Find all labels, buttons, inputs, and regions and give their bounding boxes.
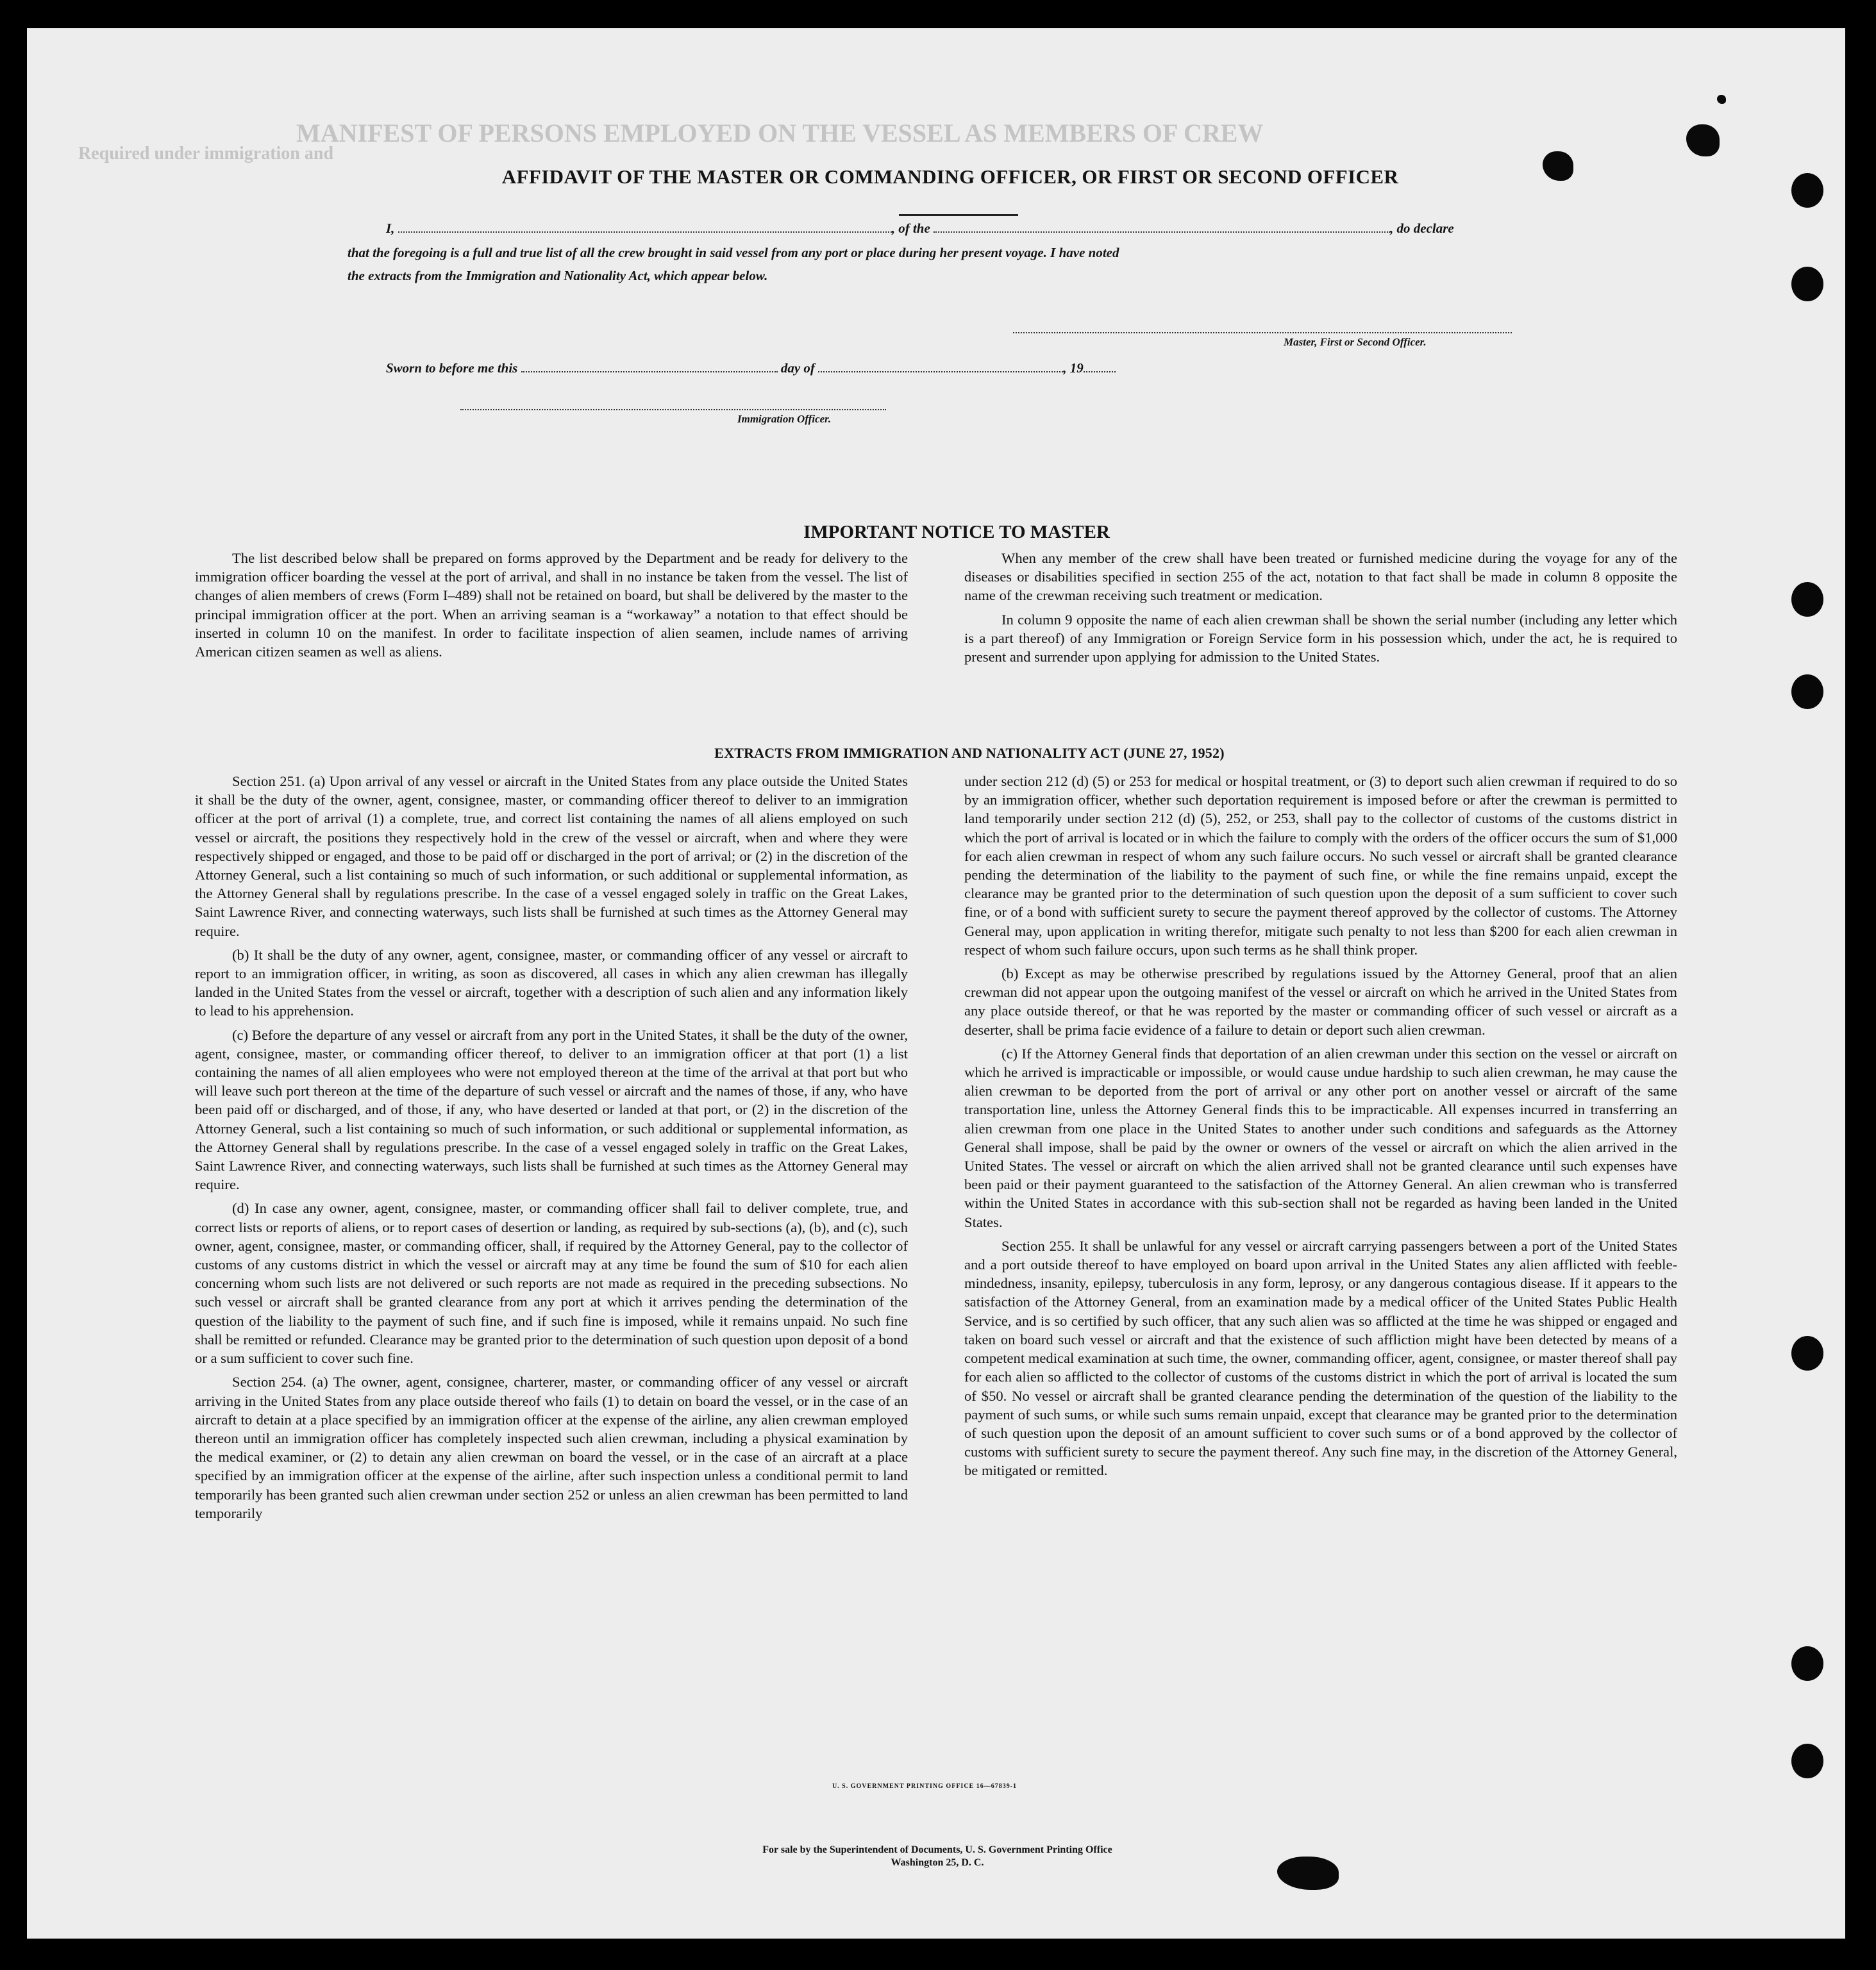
punch-hole (1791, 173, 1823, 208)
vessel-blank-field[interactable] (934, 218, 1390, 233)
section-paragraph: under section 212 (d) (5) or 253 for medical or hospital treatment, or (3) to deport such alien crewman if required to do so by an immigration officer, whether such deportation requirement is imposed before or after the crewman is permitted to land temporarily under section 212 (d) (5), 252, or 253, shall pay to the collector of customs of the customs district in which the port of arrival is located or in which the failure to comply with the orders of the officer occurs the sum of $1,000 for each alien crewman in respect of whom any such failure occurs. No such vessel or aircraft shall be granted clearance pending the determination of the liability to the payment of such fine, or while the fine remains unpaid, except the clearance may be granted prior to the determination of such question upon the deposit of a sum sufficient to cover such fine, or of a bond with sufficient surety to secure the payment thereof approved by the collector of customs. The Attorney General may, upon application in writing therefor, mitigate such penalty to not less than $200 for each alien crewman in respect of whom such failure occurs, upon such terms as he shall think proper. (964, 773, 1678, 958)
extracts-left-column (195, 772, 908, 1528)
punch-hole (1791, 1646, 1823, 1681)
ink-blot (1543, 151, 1573, 181)
declaration-text-1: that the foregoing is a full and true list of all the crew brought in said vessel from any port or place during her present voyage. I have noted (348, 245, 1119, 260)
section-paragraph: Section 254. (a) The owner, agent, consignee, charterer, master, or commanding officer of any vessel or aircraft arriving in the United States from any place outside thereof who fails (1) to detain on board the vessel, or in the case of an aircraft to detain at a place specified by an immigration officer at the expense of the airline, any alien crewman employed thereon until an immigration officer has completely inspected such alien crewman, including a physical examination by the medical examiner, or (2) to detain any alien crewman on board the vessel, or in the case of an aircraft at a place specified by an immigration officer at the expense of the airline, after such inspection unless a conditional permit to land temporarily has been granted such alien crewman under section 252 or unless an alien crewman has been permitted to land temporarily (195, 1374, 908, 1521)
bleed-through-subline: Required under immigration and (78, 144, 334, 163)
ink-blot (1277, 1857, 1339, 1890)
sworn-year-blank[interactable] (1084, 358, 1116, 372)
printing-office-imprint: U. S. GOVERNMENT PRINTING OFFICE 16—67839-1 (832, 1783, 1018, 1790)
extracts-right-column (964, 772, 1677, 1485)
notice-paragraph: When any member of the crew shall have been treated or furnished medicine during the voyage for any of the diseases or disabilities specified in section 255 of the act, notation to that fact shall be made in column 8 opposite the name of the crewman receiving such treatment or medication. (964, 550, 1677, 604)
punch-hole (1791, 1744, 1823, 1778)
affidavit-title: AFFIDAVIT OF THE MASTER OR COMMANDING OFFICER, OR FIRST OR SECOND OFFICER (501, 165, 1399, 188)
sworn-month-blank[interactable] (818, 358, 1063, 372)
ink-blot (1717, 95, 1726, 104)
name-blank-field[interactable] (398, 218, 892, 233)
document-page (27, 28, 1845, 1939)
title-underline (899, 214, 1018, 216)
punch-hole (1791, 582, 1823, 617)
declaration-text-2: the extracts from the Immigration and Nationality Act, which appear below. (348, 268, 768, 283)
section-paragraph: (b) Except as may be otherwise prescribed by regulations issued by the Attorney General, proof that an alien crewman did not appear upon the outgoing manifest of the vessel or aircraft on which he arrived in the United States from any place outside thereof, or that he was reported by the master or commanding officer of such vessel or aircraft as a deserter, shall be prima facie evidence of a failure to detain or deport such alien crewman. (964, 965, 1677, 1038)
extracts-title: EXTRACTS FROM IMMIGRATION AND NATIONALITY ACT (JUNE 27, 1952) (714, 745, 1225, 761)
punch-hole (1791, 1336, 1823, 1371)
notice-paragraph: In column 9 opposite the name of each alien crewman shall be shown the serial number (including any letter which is a part thereof) of any Immigration or Foreign Service form in his possession which, under the act, he is required to present and surrender upon applying for admission to the United States. (964, 611, 1677, 665)
bleed-through-heading: MANIFEST OF PERSONS EMPLOYED ON THE VESSEL AS MEMBERS OF CREW (296, 119, 1264, 147)
notice-paragraph: The list described below shall be prepared on forms approved by the Department and be ready for delivery to the immigration officer boarding the vessel at the port of arrival, and shall in no instance be taken from the vessel. The list of changes of alien members of crews (Form I–489) shall not be retained on board, but shall be delivered by the master to the principal immigration officer at the port. When an arriving seaman is a “workaway” a notation to that effect should be inserted in column 10 on the manifest. In order to facilitate inspection of alien seamen, include names of arriving American citizen seamen as well as aliens. (195, 550, 908, 660)
section-paragraph: Section 251. (a) Upon arrival of any vessel or aircraft in the United States from any place outside the United States it shall be the duty of the owner, agent, consignee, master, or commanding officer thereof to deliver to an immigration officer at the port of arrival (1) a complete, true, and correct list containing the names of all aliens employed on such vessel or aircraft, the positions they respectively hold in the crew of the vessel or aircraft, when and where they were respectively shipped or engaged, and those to be paid off or discharged in the port of arrival; or (2) in the discretion of the Attorney General, such a list containing so much of such information, or such additional or supplemental information, as the Attorney General shall by regulations prescribe. In the case of a vessel engaged solely in traffic on the Great Lakes, Saint Lawrence River, and connecting waterways, such lists shall be furnished at such times as the Attorney General may require. (195, 773, 908, 939)
footer-sale-notice: For sale by the Superintendent of Documents, U. S. Government Printing Office Washington 25, D. C. (762, 1844, 1112, 1868)
section-paragraph: (d) In case any owner, agent, consignee, master, or commanding officer shall fail to deliver complete, true, and correct lists or reports of aliens, or to report cases of desertion or landing, as required by sub-sections (a), (b), and (c), such owner, agent, consignee, master, or commanding officer, shall, if required by the Attorney General, pay to the collector of customs of any customs district in which the vessel or aircraft may at any time be found the sum of $10 for each alien concerning whom such lists are not delivered or such reports are not made as required in the preceding subsections. No such vessel or aircraft shall be granted clearance from any port at which it arrives pending the determination of the question of the liability to the payment of such fine, and if such fine is imposed, while it remains unpaid. No such fine shall be remitted or refunded. Clearance may be granted prior to the determination of such question upon deposit of a bond or a sum sufficient to cover such fine. (195, 1200, 908, 1367)
declaration-line: I, , of the , do declare (386, 218, 1454, 237)
immigration-officer-signature-line[interactable] (460, 409, 886, 410)
sworn-line: Sworn to before me this day of , 19 (386, 358, 1116, 376)
notice-left-column (195, 549, 908, 666)
punch-hole (1791, 267, 1823, 301)
notice-right-column (964, 549, 1677, 671)
section-paragraph: Section 255. It shall be unlawful for any vessel or aircraft carrying passengers between a port of the United States and a port outside thereof to have employed on board upon arrival in the United States any alien afflicted with feeble-mindedness, insanity, epilepsy, tuberculosis in any form, leprosy, or any dangerous contagious disease. If it appears to the satisfaction of the Attorney General, from an examination made by a medical officer of the United States Public Health Service, and is so certified by such officer, that any such alien was so afflicted at the time he was shipped or engaged and taken on board such vessel or aircraft and that the existence of such affliction might have been detected by means of a competent medical examination at such time, the owner, commanding officer, agent, consignee, or master thereof shall pay for each alien so afflicted to the collector of customs of the customs district in which the port of arrival is located the sum of $50. No vessel or aircraft shall be granted clearance pending the determination of the question of the liability to the payment of such sums, or while such sums remain unpaid, except that clearance may be granted prior to the determination of such question upon the deposit of an amount sufficient to cover such sums or of a bond approved by the collector of customs with sufficient surety to secure the payment thereof. Any such fine may, in the discretion of the Attorney General, be mitigated or remitted. (964, 1237, 1677, 1479)
master-signature-label: Master, First or Second Officer. (1284, 336, 1427, 348)
immigration-officer-label: Immigration Officer. (737, 413, 832, 425)
sworn-day-blank[interactable] (521, 358, 778, 372)
master-signature-line[interactable] (1013, 332, 1512, 333)
punch-hole (1791, 674, 1823, 709)
section-paragraph: (c) If the Attorney General finds that deportation of an alien crewman under this section on the vessel or aircraft on which he arrived is impracticable or impossible, or would cause undue hardship to such alien crewman, he may cause the alien crewman to be deported from the port of arrival or any other port on another vessel or aircraft of the same transportation line, unless the Attorney General finds this to be impracticable. All expenses incurred in transferring an alien crewman from one place in the United States to another under such conditions and safeguards as the Attorney General shall impose, shall be paid by the owner or owners of the vessel or aircraft on which the alien arrived in the United States. The vessel or aircraft on which the alien arrived shall not be granted clearance until such expenses have been paid or their payment guaranteed to the satisfaction of the Attorney General. An alien crewman who is transferred within the United States in accordance with this sub-section shall not be regarded as having been landed in the United States. (964, 1045, 1677, 1230)
ink-blot (1686, 124, 1720, 156)
section-paragraph: (c) Before the departure of any vessel or aircraft from any port in the United States, it shall be the duty of the owner, agent, consignee, master, or commanding officer thereof, to deliver to an immigration officer at that port (1) a list containing the names of all alien employees who were not employed thereon at the time of the arrival at that port but who will leave such port thereon at the time of the departure of such vessel or aircraft and the names of those, if any, who have been paid off or discharged, and of those, if any, who have deserted or landed at that port, or (2) in the discretion of the Attorney General, such a list containing so much of such information, or such additional or supplemental information, as the Attorney General shall by regulations prescribe. In the case of a vessel engaged solely in traffic on the Great Lakes, Saint Lawrence River, and connecting waterways, such lists shall be furnished at such times as the Attorney General may require. (195, 1026, 908, 1193)
section-paragraph: (b) It shall be the duty of any owner, agent, consignee, master, or commanding officer of any vessel or aircraft to report to an immigration officer, in writing, as soon as discovered, all cases in which any alien crewman has illegally landed in the United States from the vessel or aircraft, together with a description of such alien and any information likely to lead to his apprehension. (195, 946, 908, 1019)
notice-title: IMPORTANT NOTICE TO MASTER (803, 522, 1110, 542)
